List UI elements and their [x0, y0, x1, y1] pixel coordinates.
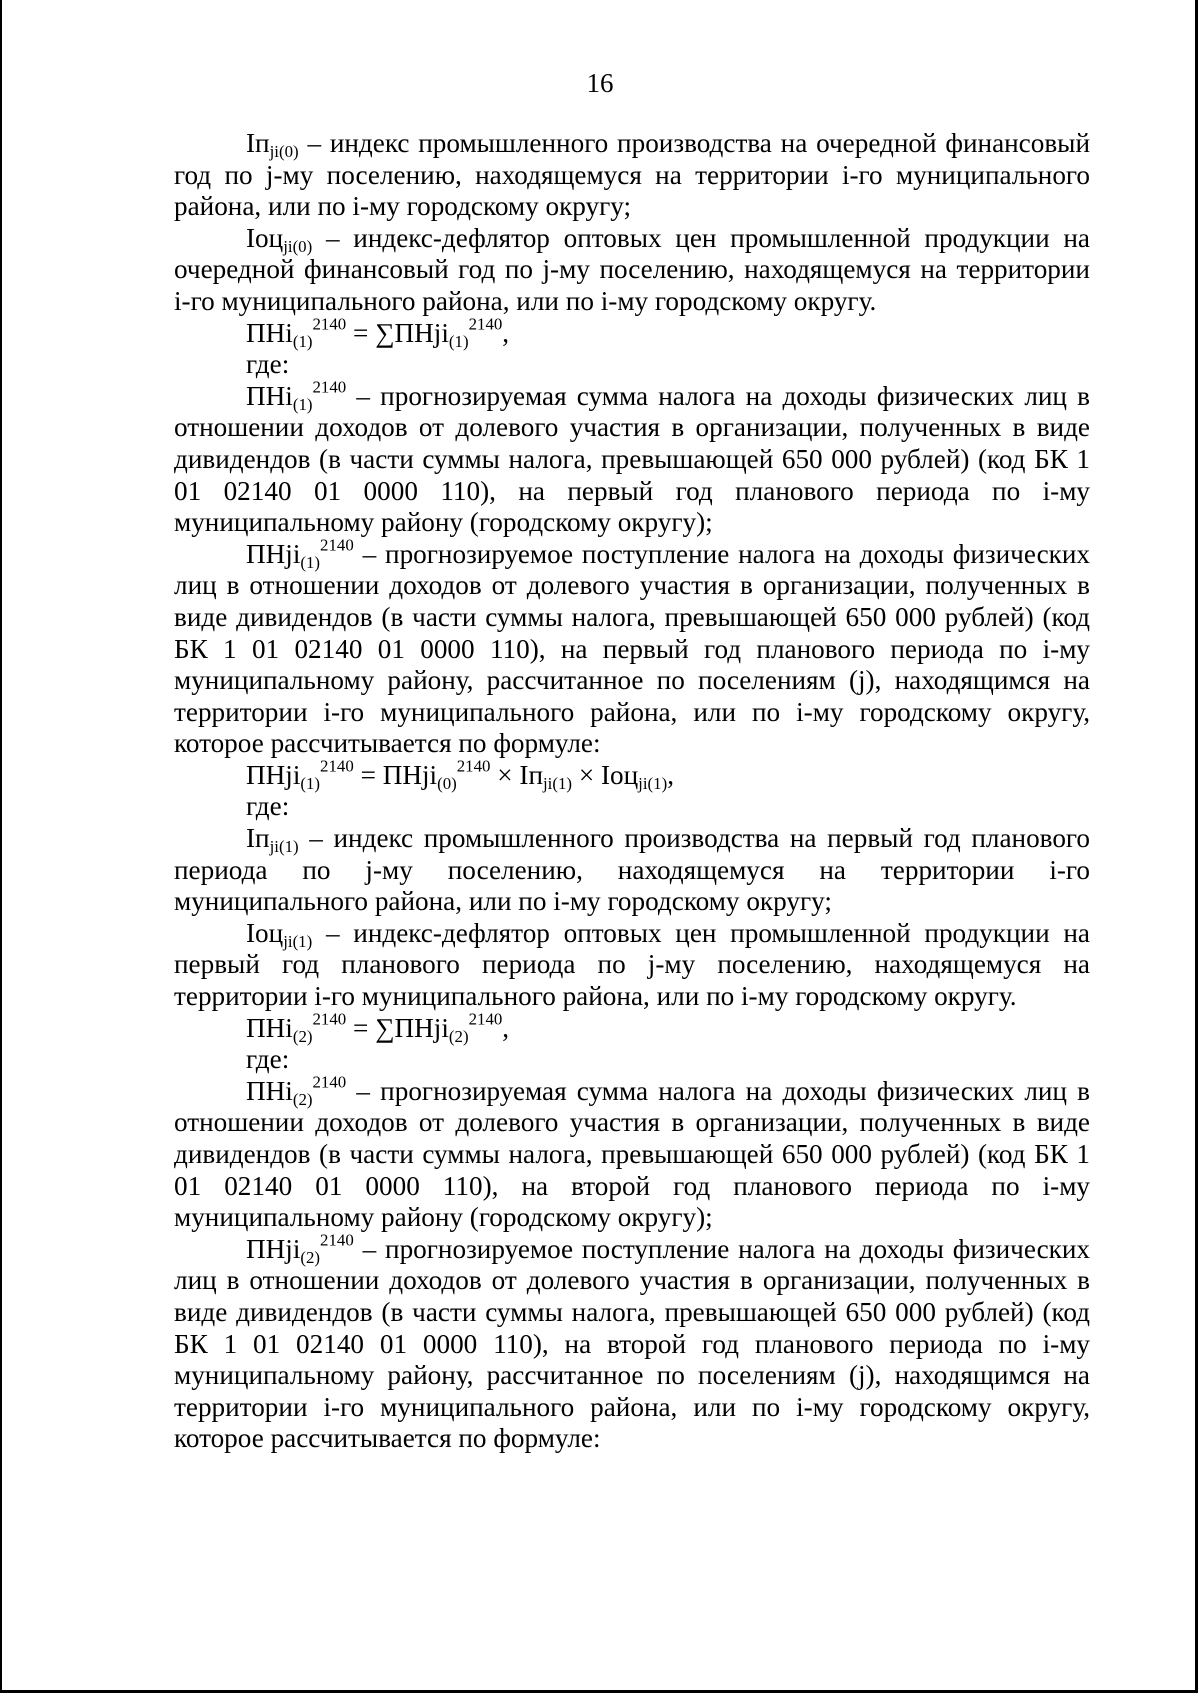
where-label: где:: [246, 1044, 290, 1075]
symbol: Iп: [246, 823, 270, 854]
symbol: Iп: [246, 128, 270, 158]
definition-paragraph: [174, 535, 1090, 760]
definition-text: – индекс промышленного производства на первый год планового периода по j-му поселению, находящемуся на территории i-го муниципального района, или по i-му городскому округу;: [174, 823, 1090, 917]
definition-text: – прогнозируемое поступление налога на доходы физических лиц в отношении доходов от долевого участия в организации, полученных в виде дивидендов (в части суммы налога, превышающей 650 000 рублей) (код БК 1 01 02140 01 0000 110), на второй год планового периода по i-му муниципальному району, рассчитанное по поселениям (j), находящимся на территории i-го муниципального района, или по i-му городскому округу, которое рассчитывается по формуле:: [174, 1233, 1090, 1454]
formula-term: × Iоц: [572, 759, 639, 790]
formula-subscript: (0): [437, 773, 457, 793]
symbol-subscript: ji(0): [283, 236, 313, 256]
formula-superscript: 2140: [468, 313, 503, 333]
formula-superscript: 2140: [312, 313, 347, 333]
symbol-subscript: (1): [292, 394, 313, 414]
formula-subscript: (1): [292, 331, 313, 351]
formula-superscript: 2140: [312, 1008, 347, 1028]
definition-paragraph: [174, 377, 1090, 539]
definition-text: – прогнозируемая сумма налога на доходы физических лиц в отношении доходов от долевого участия в организации, полученных в виде дивидендов (в части суммы налога, превышающей 650 000 рублей) (код БК 1 01 02140 01 0000 110), на второй год планового периода по i-му муниципальному району (городскому округу);: [174, 1075, 1090, 1233]
page-number: 16: [586, 68, 614, 98]
definition-paragraph: [174, 1072, 1090, 1234]
formula-subscript: (2): [448, 1026, 469, 1046]
symbol-subscript: (2): [300, 1247, 321, 1267]
where-label: где:: [246, 791, 290, 822]
formula-superscript: 2140: [320, 756, 354, 776]
formula-lhs: ПНji: [246, 759, 301, 790]
formula-term: = ПНji: [353, 759, 438, 790]
symbol-superscript: 2140: [320, 535, 354, 555]
formula-superscript: 2140: [468, 1008, 503, 1028]
formula-lhs: ПНi: [246, 1012, 293, 1043]
definition-text: – индекс-дефлятор оптовых цен промышленной продукции на очередной финансовый год по j-му поселению, находящемуся на территории i-го муниципального района, или по i-му городскому округу.: [174, 222, 1090, 316]
formula-lhs: ПНi: [246, 317, 293, 348]
symbol-subscript: ji(1): [283, 931, 313, 951]
formula-subscript: (1): [448, 331, 469, 351]
formula-subscript: (2): [292, 1026, 313, 1046]
definition-text: – прогнозируемое поступление налога на доходы физических лиц в отношении доходов от долевого участия в организации, полученных в виде дивидендов (в части суммы налога, превышающей 650 000 рублей) (код БК 1 01 02140 01 0000 110), на первый год планового периода по i-му муниципальному району, рассчитанное по поселениям (j), находящимся на территории i-го муниципального района, или по i-му городскому округу, которое рассчитывается по формуле:: [174, 538, 1090, 759]
definition-text: – индекс промышленного производства на очередной финансовый год по j-му поселению, находящемуся на территории i-го муниципального района, или по i-му городскому округу;: [174, 128, 1090, 222]
formula-rhs: = ∑ПНji: [346, 1012, 449, 1043]
definition-text: – прогнозируемая сумма налога на доходы физических лиц в отношении доходов от долевого участия в организации, полученных в виде дивидендов (в части суммы налога, превышающей 650 000 рублей) (код БК 1 01 02140 01 0000 110), на первый год планового периода по i-му муниципальному району (городскому округу);: [174, 380, 1090, 538]
symbol-subscript: (2): [292, 1089, 313, 1109]
formula-subscript: ji(1): [543, 773, 573, 793]
definition-paragraph: [174, 1230, 1090, 1455]
definition-text: – индекс-дефлятор оптовых цен промышленной продукции на первый год планового периода по j-му поселению, находящемуся на территории i-го муниципального района, или по i-му городскому округу.: [174, 917, 1090, 1012]
formula: [174, 1008, 1090, 1046]
symbol: Iоц: [246, 917, 284, 948]
formula-subscript: ji(1): [638, 773, 668, 793]
formula-superscript: 2140: [456, 756, 491, 776]
symbol: ПНji: [246, 1233, 301, 1264]
formula-rhs: = ∑ПНji: [346, 317, 449, 348]
symbol: ПНi: [246, 380, 293, 411]
formula-tail: ,: [667, 759, 674, 790]
symbol-subscript: ji(0): [269, 142, 299, 162]
formula-subscript: (1): [300, 773, 321, 793]
symbol-superscript: 2140: [320, 1230, 354, 1250]
formula-tail: ,: [502, 317, 510, 348]
where-label: где:: [246, 349, 290, 380]
symbol-superscript: 2140: [312, 1072, 347, 1092]
formula-tail: ,: [502, 1012, 510, 1043]
formula: [174, 756, 1090, 793]
definition-paragraph: [174, 128, 1090, 223]
symbol: ПНi: [246, 1075, 293, 1106]
formula: [174, 313, 1090, 351]
symbol-subscript: ji(1): [269, 837, 299, 857]
formula-term: × Iп: [490, 759, 543, 790]
definition-paragraph: [174, 223, 1090, 318]
symbol-subscript: (1): [300, 552, 321, 572]
symbol: Iоц: [246, 222, 284, 253]
symbol-superscript: 2140: [312, 377, 347, 397]
definition-paragraph: [174, 918, 1090, 1013]
document-body: [174, 128, 1090, 1455]
definition-paragraph: [174, 823, 1090, 918]
symbol: ПНji: [246, 538, 301, 569]
